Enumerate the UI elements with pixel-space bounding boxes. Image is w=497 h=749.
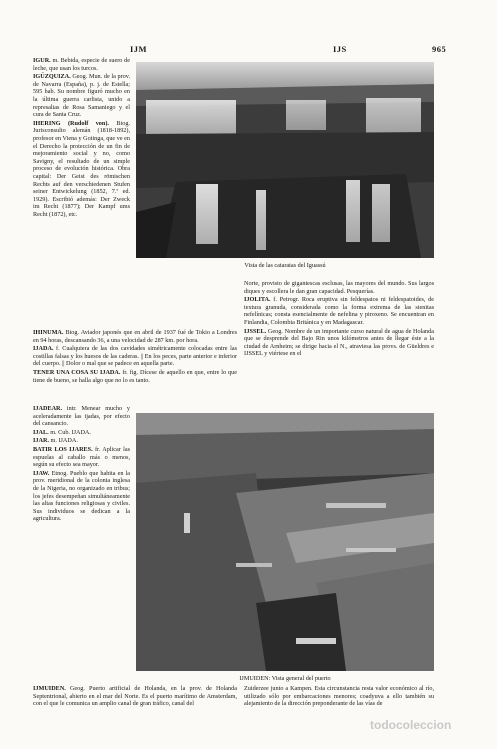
entry: IJAR. m. IJADA. xyxy=(33,437,78,445)
photo-caption-top: Vista de las cataratas del Iguassú xyxy=(244,262,326,269)
iguassu-falls-photo xyxy=(136,62,434,258)
entries-left-wide xyxy=(33,329,237,385)
entry: IGÜZQUIZA. Geog. Mun. de la prov. de Navarra (España), p. j. de Estella; 595 hab. Su nombre figuró mucho en la última guerra carlista, unido a represalias de Rosa Samaniego y el cura de Santa Cruz. xyxy=(33,73,130,119)
photo-caption-bottom: IJMUIDEN: Vista general del puerto xyxy=(239,675,331,682)
entry: BATIR LOS IJARES. fr. Aplicar las espuelas al caballo más o menos, según su efecto sea mayor. xyxy=(33,445,130,469)
running-head-center: IJS xyxy=(333,44,347,54)
entry: IGUR. m. Bebida, especie de suero de leche, que usan los turcos. xyxy=(33,57,130,72)
entry: TENER UNA COSA SU IJADA. fr. fig. Dícese de aquello en que, entre lo que tiene de bueno, se halla algo que no lo es tanto. xyxy=(33,368,237,384)
entry: Norte, provisto de gigantescas esclusas, las mayores del mundo. Sus largos diques y escollera le dan gran capacidad. Pesquerías. xyxy=(244,280,434,295)
entries-bottom-left xyxy=(33,685,237,709)
entry: IJAW. Etnog. Pueblo que habita en la prov. meridional de la colonia inglesa de la Nigeria, no organizado en tribus; los jefes desempeñan simultáneamente las altas funciones religiosas y civiles. Sus individuos se dedican a la agricultura. xyxy=(33,469,130,523)
entry: IHINUMA. Biog. Aviador japonés que en abril de 1937 fué de Tokio a Londres en 94 horas, descansando 36, a una velocidad de 287 km. por hora. xyxy=(33,329,237,344)
ijmuiden-harbour-photo xyxy=(136,413,434,671)
entry: IJADEAR. intr. Menear mucho y aceleradamente las ijadas, por efecto del cansancio. xyxy=(33,405,130,428)
entry: Zuiderzee junto a Kampen. Esta circunstancia resta valor económico al río, utilizado sólo por embarcaciones menores; coadyuva a ello también su alejamiento de la dirección preponderante de las vías de xyxy=(244,685,434,708)
entries-bottom-right xyxy=(244,685,434,709)
entry: IJADA. f. Cualquiera de las dos cavidades simétricamente colocadas entre las costillas falsas y los huesos de las caderas. || En los peces, parte anterior e inferior del cuerpo. || Dolor o mal que se padece en aquella parte. xyxy=(33,345,237,368)
entries-right-mid xyxy=(244,280,434,359)
entry: IJSSEL. Geog. Nombre de un importante curso natural de agua de Holanda que se desprende del Bajo Rin unos kilómetros antes de llegar éste a la ciudad de Arnheim; se dirige hacia el N., atraviesa las provs. de Güeldres e IJSSEL y viértese en el xyxy=(244,327,434,358)
watermark: todocoleccion xyxy=(370,718,452,732)
entry: IJMUIDEN. Geog. Puerto artificial de Holanda, en la prov. de Holanda Septentrional, abierto en el mar del Norte. Es el puerto marítimo de Amsterdam, con el que le comunica un amplio canal de gran tráfico, canal del xyxy=(33,685,237,708)
entry: IJAL. m. Cub. IJADA. xyxy=(33,428,91,436)
entry: IJOLITA. f. Petrogr. Roca eruptiva sin feldespatos ni feldespatoides, de textura granuda, considerada como la forma extrema de las sienitas nefelínicas; consta esencialmente de nefelina y piroxeno. Se encuentran en Finlandia, Colombia Británica y en Madagascar. xyxy=(244,296,434,326)
running-head-left: IJM xyxy=(130,44,148,54)
page-number: 965 xyxy=(432,44,447,54)
entries-left-bottom xyxy=(33,405,130,524)
entry: IHERING (Rudolf von). Biog. Jurisconsulto alemán (1818-1892), profesor en Viena y Gotinga, que ve en el Derecho la protección de un fin de mejoramiento social y no, como Savigny, el resultado de un simple proceso de evolución histórica. Obra capital: Der Geist des römischen Rechts auf den verschiedenen Stufen seiner Entwickelung (1852, 7.ª ed. 1929). Escribió además: Der Zweck im Recht (1877); Der Kampf ums Recht (1872), etc. xyxy=(33,119,130,218)
entries-left-top xyxy=(33,57,130,219)
